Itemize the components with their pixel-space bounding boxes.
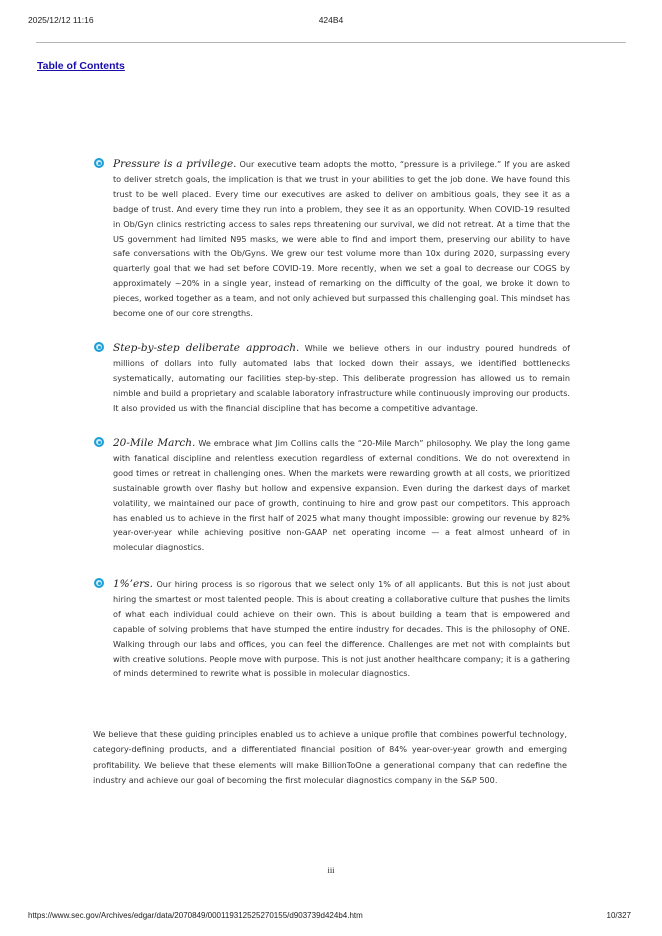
principle-step-by-step — [94, 341, 570, 416]
table-of-contents-link[interactable]: Table of Contents — [37, 60, 125, 72]
principle-pressure-privilege — [94, 157, 570, 321]
closing-paragraph: We believe that these guiding principles enabled us to achieve a unique profile that combines powerful technology, category-defining products, and a differentiated financial position of 84% year-over-year growth and emerging profitability. We believe that these elements will make BillionToOne a generational company that can redefine the industry and achieve our goal of becoming the first molecular diagnostics company in the S&P 500. — [93, 729, 567, 785]
principle-body: Our executive team adopts the motto, “pressure is a privilege.” If you are asked to deliver stretch goals, the implication is that we trust in your abilities to get the job done. We have found this trust to be well placed. Every time our executives are asked to deliver on ambitious goals, they see it as a badge of trust. And every time they run into a problem, they see it as an opportunity. When COVID-19 resulted in Ob/Gyn clinics restricting access to sales reps threatening our survival, we did not retreat. At a time that the US government had limited N95 masks, we were able to find and import them, preserving our ability to have safe conversations with the Ob/Gyns. We grew our test volume more than 10x during 2020, surpassing every quarterly goal that we had set before COVID-19. More recently, when we set a goal to decrease our COGS by approximately ~20% in a single year, instead of remarking on the difficulty of the goal, we broke it down to pieces, worked together as a team, and not only achieved but surpassed this challenging goal. This mindset has become one of our core strengths. — [113, 159, 570, 319]
principle-title: 20-Mile March. — [113, 437, 196, 449]
principle-title: Pressure is a privilege. — [113, 158, 237, 170]
header-divider — [36, 42, 626, 43]
source-url: https://www.sec.gov/Archives/edgar/data/2070849/000119312525270155/d903739d424b4.htm — [28, 911, 363, 920]
principle-20-mile-march — [94, 436, 570, 555]
bullet-circle-icon — [94, 578, 104, 588]
principle-title: Step-by-step deliberate approach. — [113, 342, 300, 354]
bullet-circle-icon — [94, 437, 104, 447]
document-id: 424B4 — [318, 15, 344, 25]
principle-1-percenters — [94, 577, 570, 681]
bullet-circle-icon — [94, 158, 104, 168]
print-datetime: 2025/12/12 11:16 — [28, 15, 94, 25]
bullet-circle-icon — [94, 342, 104, 352]
page-count: 10/327 — [606, 911, 631, 920]
principle-body: While we believe others in our industry poured hundreds of millions of dollars into fully automated labs that locked down their assays, we identified bottlenecks systematically, automating our facilities step-by-step. This deliberate progression has allowed us to remain nimble and build a proprietary and scalable laboratory infrastructure while continuously improving our products. It also provided us with the financial discipline that has become a competitive advantage. — [113, 343, 571, 413]
principle-body: Our hiring process is so rigorous that we select only 1% of all applicants. But this is not just about hiring the smartest or most talented people. This is about creating a collaborative culture that pushes the limits of what each individual could achieve on their own. This is about building a team that is empowered and capable of solving problems that have stumped the entire industry for decades. This is the philosophy of ONE. Walking through our labs and offices, you can feel the difference. Challenges are met not with complaints but with creative solutions. People move with purpose. This is not just another healthcare company; it is a gathering of minds determined to rewrite what is possible in molecular diagnostics. — [113, 579, 570, 679]
principle-body: We embrace what Jim Collins calls the “20-Mile March” philosophy. We play the long game with fanatical discipline and relentless execution regardless of external conditions. We do not overextend in good times or retreat in challenging ones. When the markets were rewarding growth at all costs, we prioritized sustainable growth over flashy but hollow and expensive expansion. Even during the darkest days of market volatility, we maintained our pace of growth, continuing to hire and grow past our competitors. This approach has enabled us to achieve in the first half of 2025 what many thought impossible: growing our revenue by 82% year-over-year while achieving positive non-GAAP net operating income — a feat almost unheard of in molecular diagnostics. — [113, 438, 570, 553]
principle-title: 1%’ers. — [113, 578, 153, 590]
page-number: iii — [327, 865, 335, 875]
